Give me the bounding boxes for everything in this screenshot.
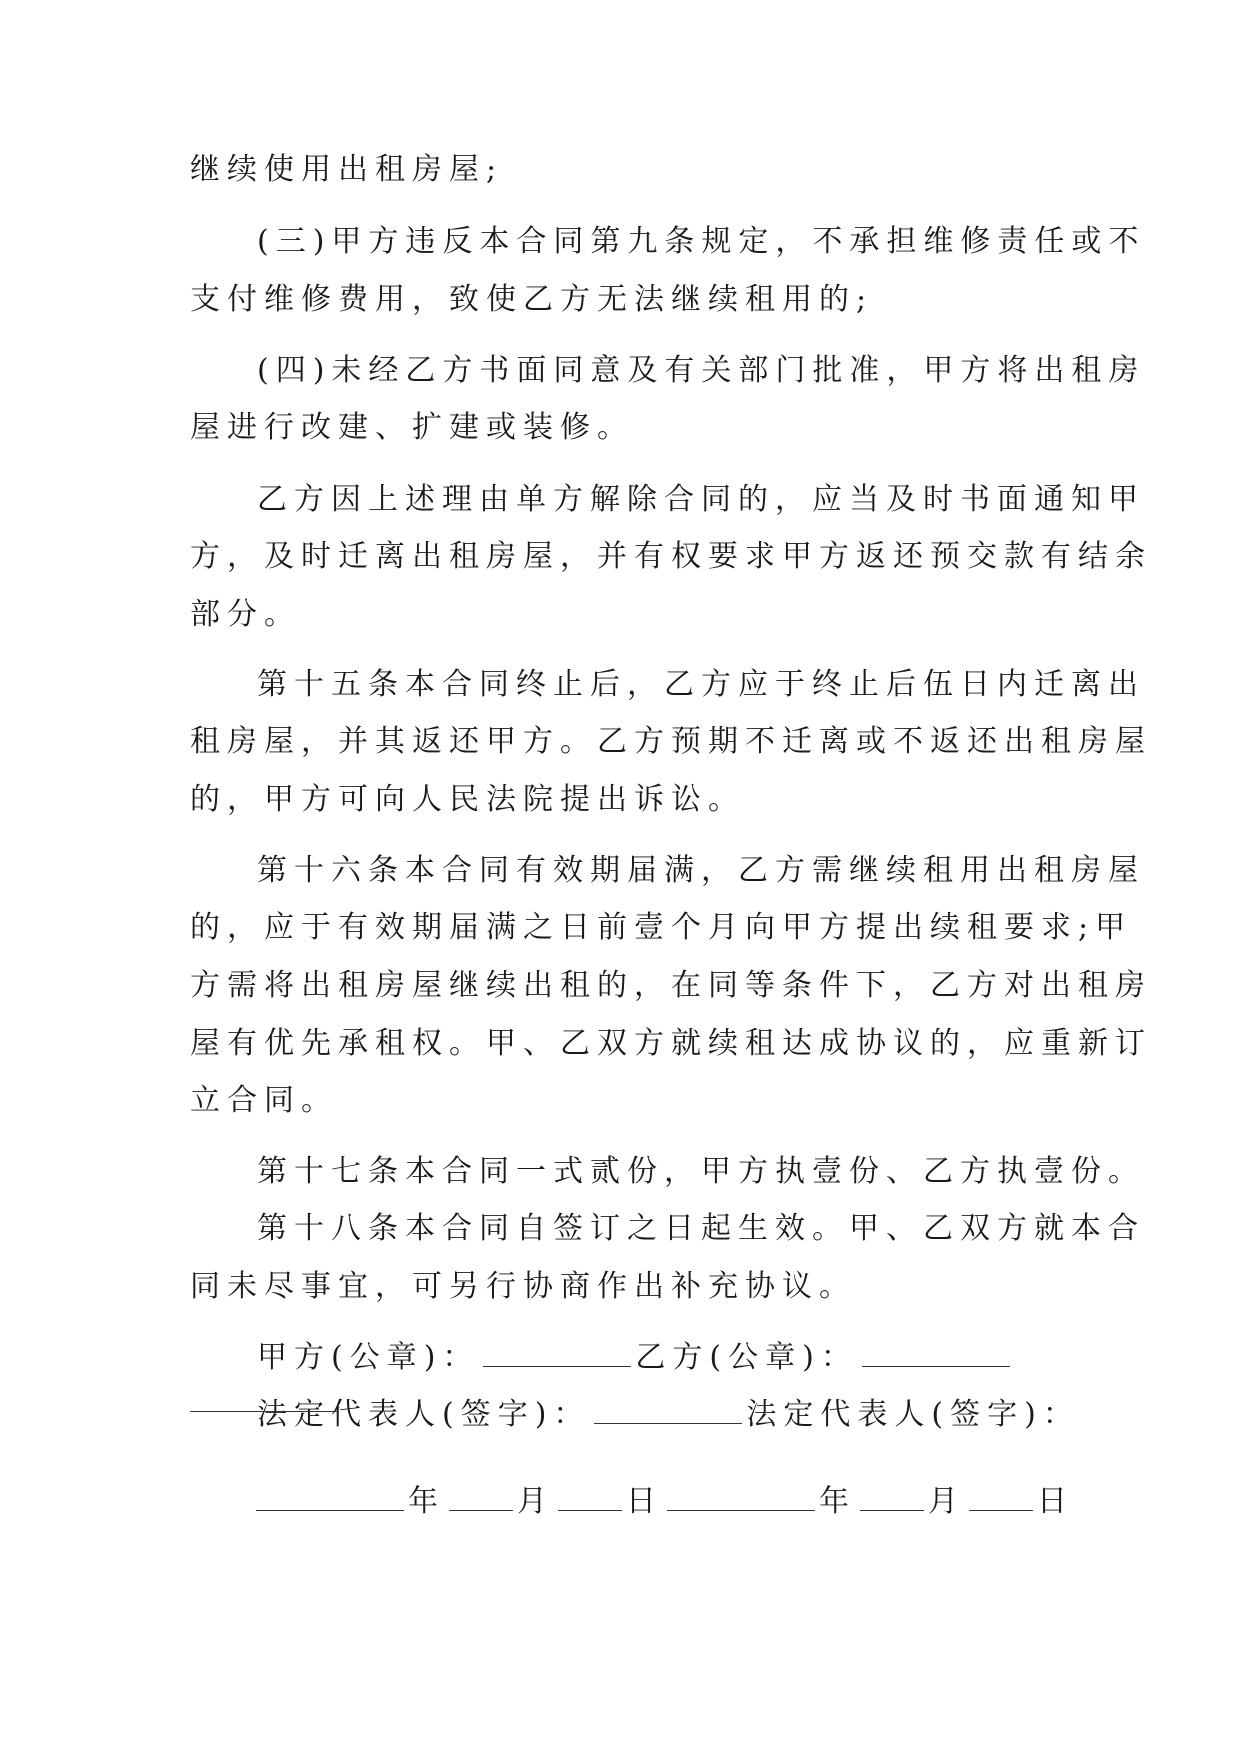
party-a-rep-blank: [594, 1397, 742, 1424]
text-line: 部分。: [190, 597, 301, 632]
party-b-month-blank: [860, 1484, 924, 1511]
day-label: 日: [626, 1484, 663, 1519]
month-label: 月: [928, 1484, 965, 1519]
text-line: 同未尽事宜，可另行协商作出补充协议。: [190, 1269, 856, 1304]
text-line: 继续使用出租房屋;: [190, 152, 504, 187]
party-seal-line: [257, 1338, 1014, 1378]
text-line: 租房屋，并其返还甲方。乙方预期不迁离或不返还出租房屋: [190, 724, 1152, 759]
party-b-seal-label: 乙方(公章)：: [635, 1340, 858, 1375]
text-line: (四)未经乙方书面同意及有关部门批准，甲方将出租房: [257, 353, 1146, 388]
text-line: 乙方因上述理由单方解除合同的，应当及时书面通知甲: [257, 482, 1145, 517]
text-line: 方，及时迁离出租房屋，并有权要求甲方返还预交款有结余: [190, 539, 1152, 574]
year-label: 年: [819, 1484, 856, 1519]
representative-line: [257, 1395, 1080, 1435]
party-a-year-blank: [256, 1484, 404, 1511]
party-a-seal-label: 甲方(公章)：: [257, 1340, 480, 1375]
party-b-year-blank: [667, 1484, 815, 1511]
year-label: 年: [408, 1484, 445, 1519]
text-line: 的，甲方可向人民法院提出诉讼。: [190, 782, 745, 817]
text-line: (三)甲方违反本合同第九条规定，不承担维修责任或不: [257, 224, 1146, 259]
text-line: 第十六条本合同有效期届满，乙方需继续租用出租房屋: [257, 853, 1145, 888]
party-a-seal-blank: [483, 1340, 631, 1367]
text-line: 立合同。: [190, 1083, 338, 1118]
party-b-day-blank: [969, 1484, 1033, 1511]
party-b-rep-blank: [190, 1411, 338, 1412]
party-b-seal-blank: [862, 1340, 1010, 1367]
text-line: 方需将出租房屋继续出租的，在同等条件下，乙方对出租房: [190, 968, 1152, 1003]
party-a-rep-label: 法定代表人(签字)：: [257, 1397, 591, 1432]
month-label: 月: [517, 1484, 554, 1519]
text-line: 第十五条本合同终止后，乙方应于终止后伍日内迁离出: [257, 667, 1145, 702]
date-line: [252, 1482, 1074, 1522]
text-line: 第十七条本合同一式贰份，甲方执壹份、乙方执壹份。: [257, 1154, 1145, 1189]
day-label: 日: [1037, 1484, 1074, 1519]
party-a-day-blank: [558, 1484, 622, 1511]
text-line: 支付维修费用，致使乙方无法继续租用的;: [190, 282, 874, 317]
text-line: 第十八条本合同自签订之日起生效。甲、乙双方就本合: [257, 1211, 1145, 1246]
text-line: 屋进行改建、扩建或装修。: [190, 410, 634, 445]
party-a-month-blank: [449, 1484, 513, 1511]
party-b-rep-label: 法定代表人(签字)：: [746, 1397, 1080, 1432]
text-line: 屋有优先承租权。甲、乙双方就续租达成协议的，应重新订: [190, 1026, 1152, 1061]
text-line: 的，应于有效期届满之日前壹个月向甲方提出续租要求;甲: [190, 910, 1133, 945]
